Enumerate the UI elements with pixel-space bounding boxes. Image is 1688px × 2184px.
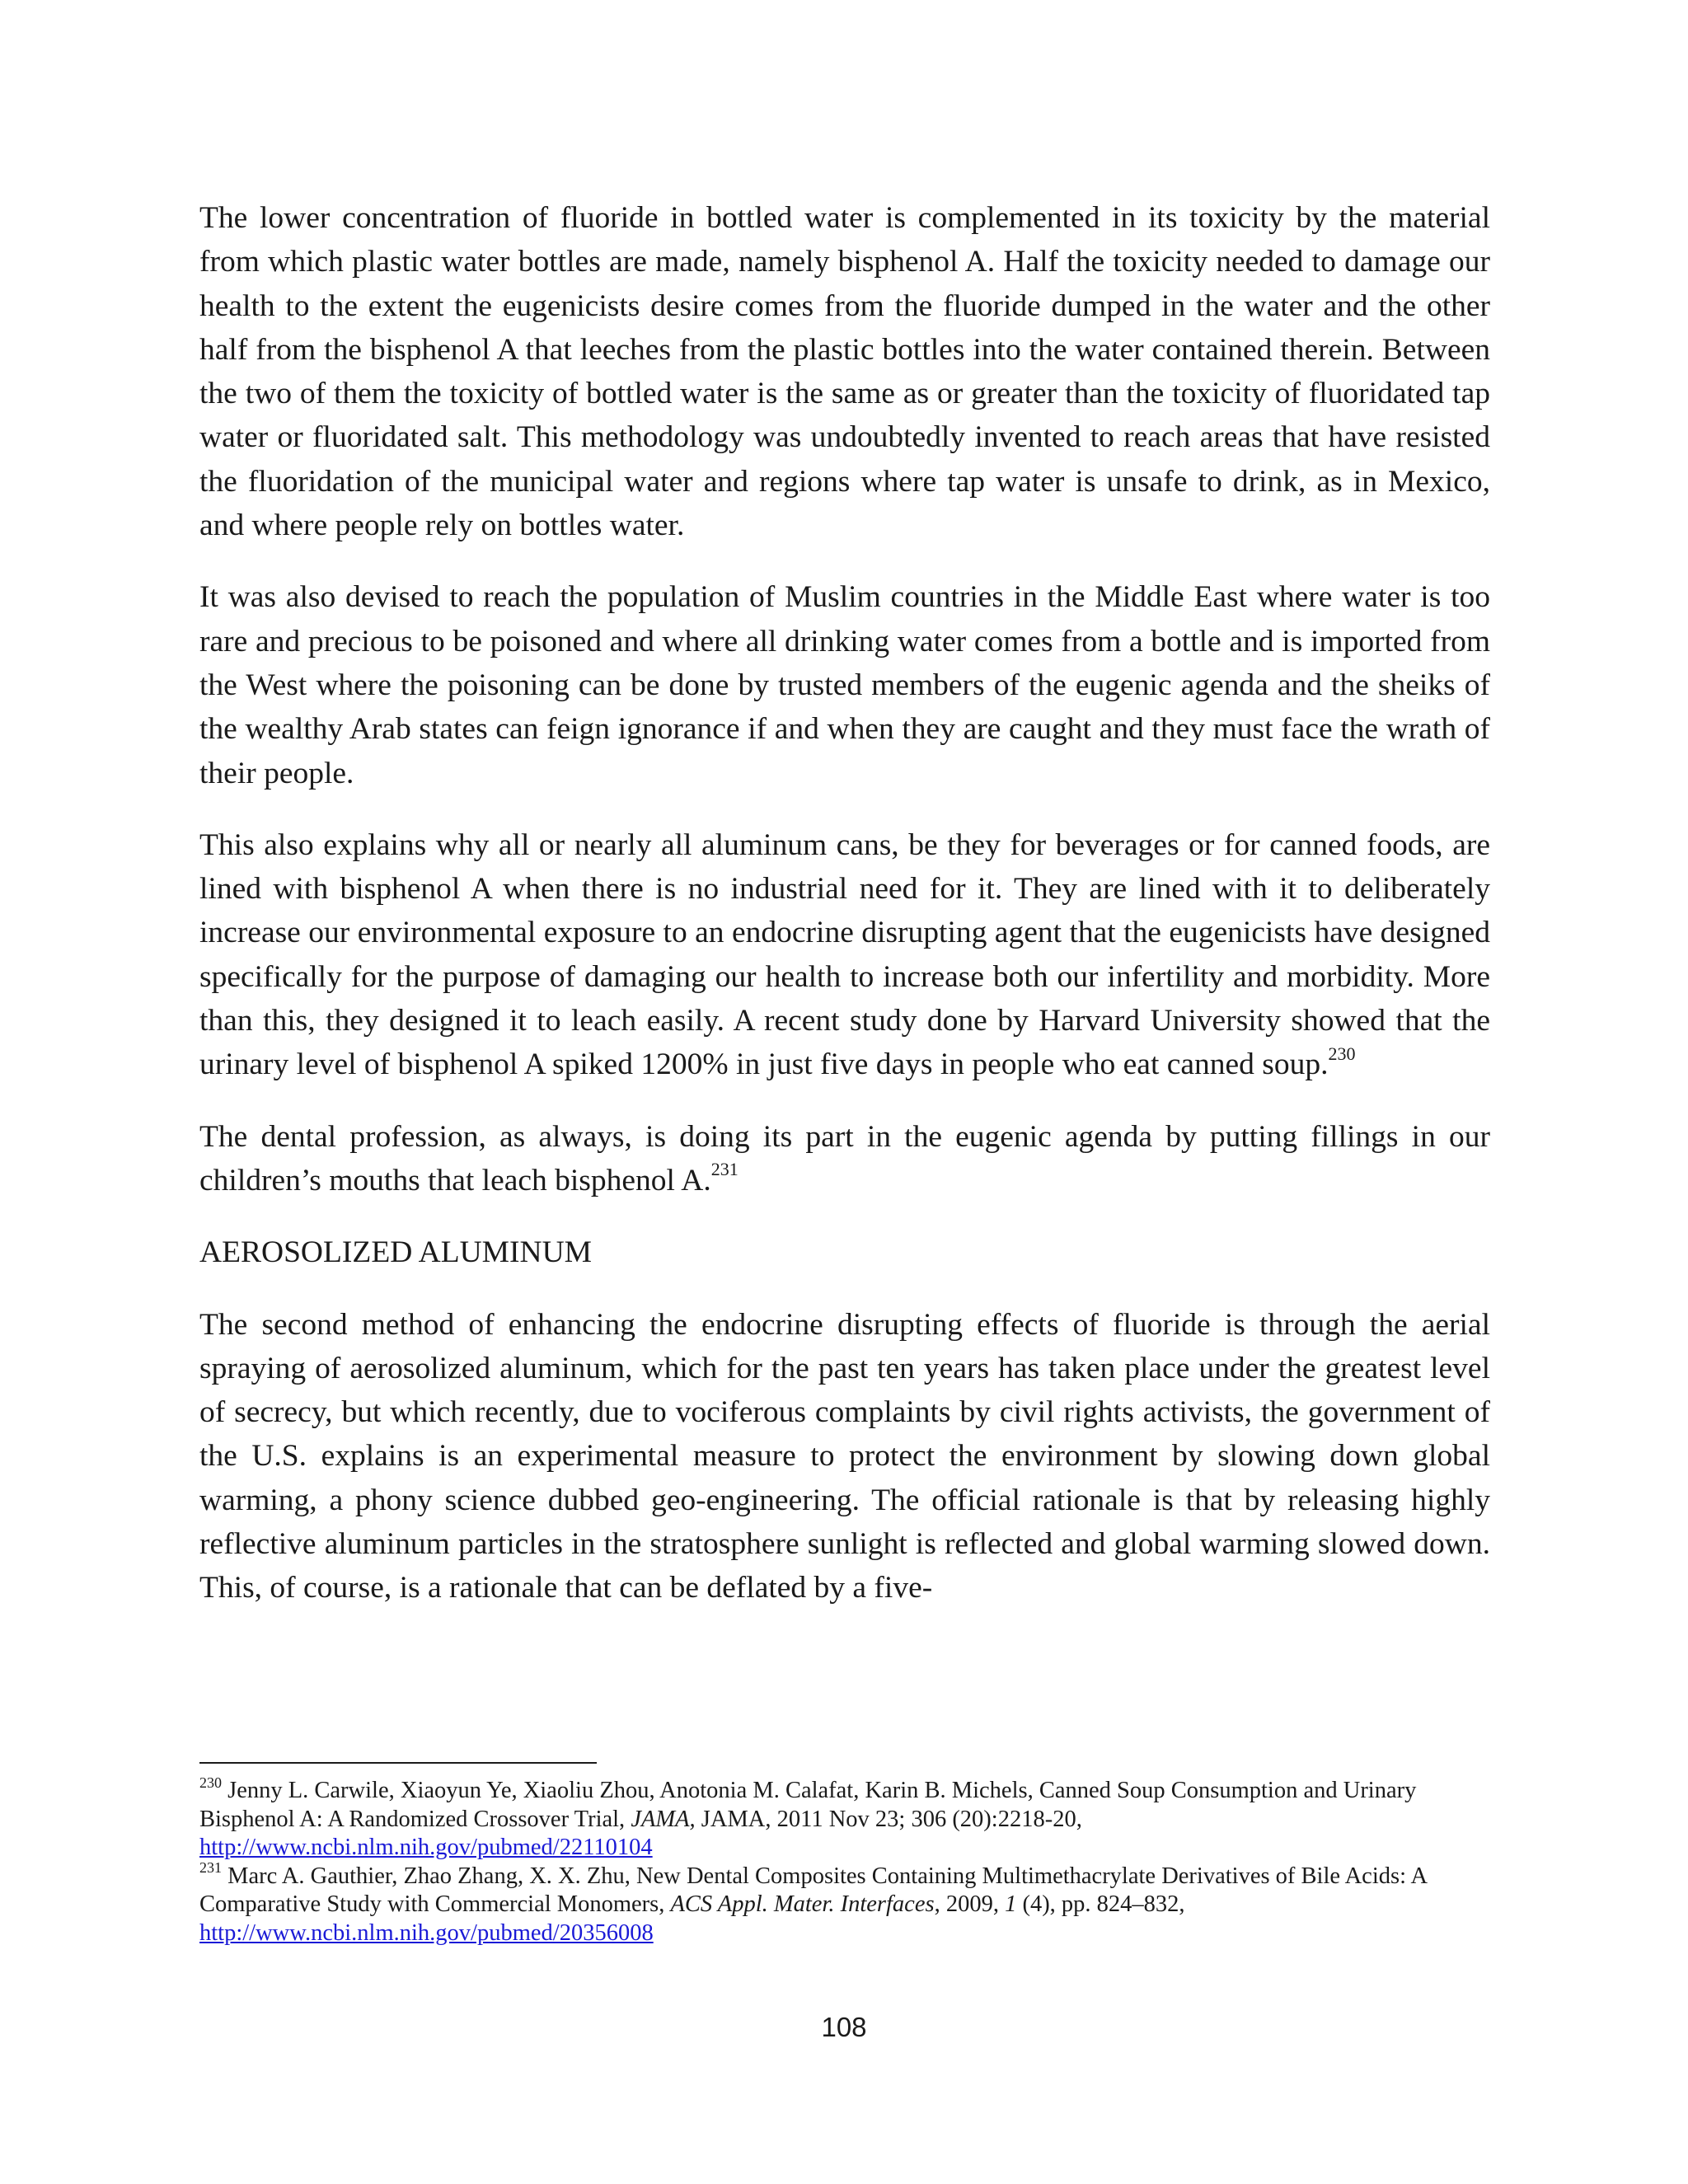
paragraph-text: This also explains why all or nearly all aluminum cans, be they for beverages or for canned foods, are lined with bisphenol A when there is no industrial need for it. They are lined with it to deliberately increase our environmental exposure to an endocrine disrupting agent that the eugenicists have designed specifically for the purpose of damaging our health to increase both our infertility and morbidity. More than this, they designed it to leach easily. A recent study done by Harvard University showed that the urinary level of bisphenol A spiked 1200% in just five days in people who eat canned soup. — [199, 827, 1490, 1082]
footnotes — [199, 1774, 1490, 1947]
footnote-231 — [199, 1859, 1490, 1948]
paragraph-text: The dental profession, as always, is doing its part in the eugenic agenda by putting fillings in our children’s mouths that leach bisphenol A. — [199, 1119, 1490, 1197]
footnote-journal: JAMA, — [631, 1806, 696, 1832]
section-heading: AEROSOLIZED ALUMINUM — [199, 1235, 593, 1270]
footnote-separator — [199, 1762, 597, 1764]
paragraph — [199, 196, 1490, 547]
footnote-text: Marc A. Gauthier, Zhao Zhang, X. X. Zhu, New Dental Composites Containing Multimethacrylate Derivatives of Bile Acids: A Comparative Study with Commercial Monomers, — [199, 1863, 1427, 1917]
paragraph — [199, 575, 1490, 794]
footnote-text: (4), pp. 824–832, — [1016, 1891, 1185, 1917]
footnote-text: , 2009, — [934, 1891, 1006, 1917]
paragraph-text: The lower concentration of fluoride in bottled water is complemented in its toxicity by the material from which plastic water bottles are made, namely bisphenol A. Half the toxicity needed to damage our health to the extent the eugenicists desire comes from the fluoride dumped in the water and the other half from the bisphenol A that leeches from the plastic bottles into the water contained therein. Between the two of them the toxicity of bottled water is the same as or greater than the toxicity of fluoridated tap water or fluoridated salt. This methodology was undoubtedly invented to reach areas that have resisted the fluoridation of the municipal water and regions where tap water is unsafe to drink, as in Mexico, and where people rely on bottles water. — [199, 201, 1490, 543]
paragraph — [199, 1303, 1490, 1610]
footnote-number: 231 — [199, 1859, 222, 1876]
paragraph-text: It was also devised to reach the population of Muslim countries in the Middle East where water is too rare and precious to be poisoned and where all drinking water comes from a bottle and is imported from the West where the poisoning can be done by trusted members of the eugenic agenda and the sheiks of the wealthy Arab states can feign ignorance if and when they are caught and they must face the wrath of their people. — [199, 580, 1490, 790]
page-number: 108 — [821, 2012, 867, 2042]
footnote-number: 230 — [199, 1774, 222, 1791]
footnote-ref-231[interactable]: 231 — [710, 1159, 738, 1180]
footnote-text: Jenny L. Carwile, Xiaoyun Ye, Xiaoliu Zhou, Anotonia M. Calafat, Karin B. Michels, Canned Soup Consumption and Urinary Bisphenol A: A Randomized Crossover Trial, — [199, 1778, 1417, 1832]
footnote-text: JAMA, 2011 Nov 23; 306 (20):2218-20, — [695, 1806, 1082, 1832]
paragraph — [199, 823, 1490, 1087]
paragraph — [199, 1115, 1490, 1203]
footnote-journal: ACS Appl. Mater. Interfaces — [670, 1891, 935, 1917]
footnote-link[interactable]: http://www.ncbi.nlm.nih.gov/pubmed/20356008 — [199, 1919, 654, 1946]
footnote-link[interactable]: http://www.ncbi.nlm.nih.gov/pubmed/22110104 — [199, 1835, 653, 1860]
body-text — [199, 196, 1490, 1638]
footnote-230 — [199, 1774, 1490, 1863]
footnote-volume: 1 — [1005, 1891, 1017, 1917]
paragraph-text: The second method of enhancing the endocrine disrupting effects of fluoride is through the aerial spraying of aerosolized aluminum, which for the past ten years has taken place under the greatest level of secrecy, but which recently, due to vociferous complaints by civil rights activists, the government of the U.S. explains is an experimental measure to protect the environment by slowing down global warming, a phony science dubbed geo-engineering. The official rationale is that by releasing highly reflective aluminum particles in the stratosphere sunlight is reflected and global warming slowed down. This, of course, is a rationale that can be deflated by a five- — [199, 1307, 1490, 1605]
footnote-ref-230[interactable]: 230 — [1328, 1043, 1356, 1064]
